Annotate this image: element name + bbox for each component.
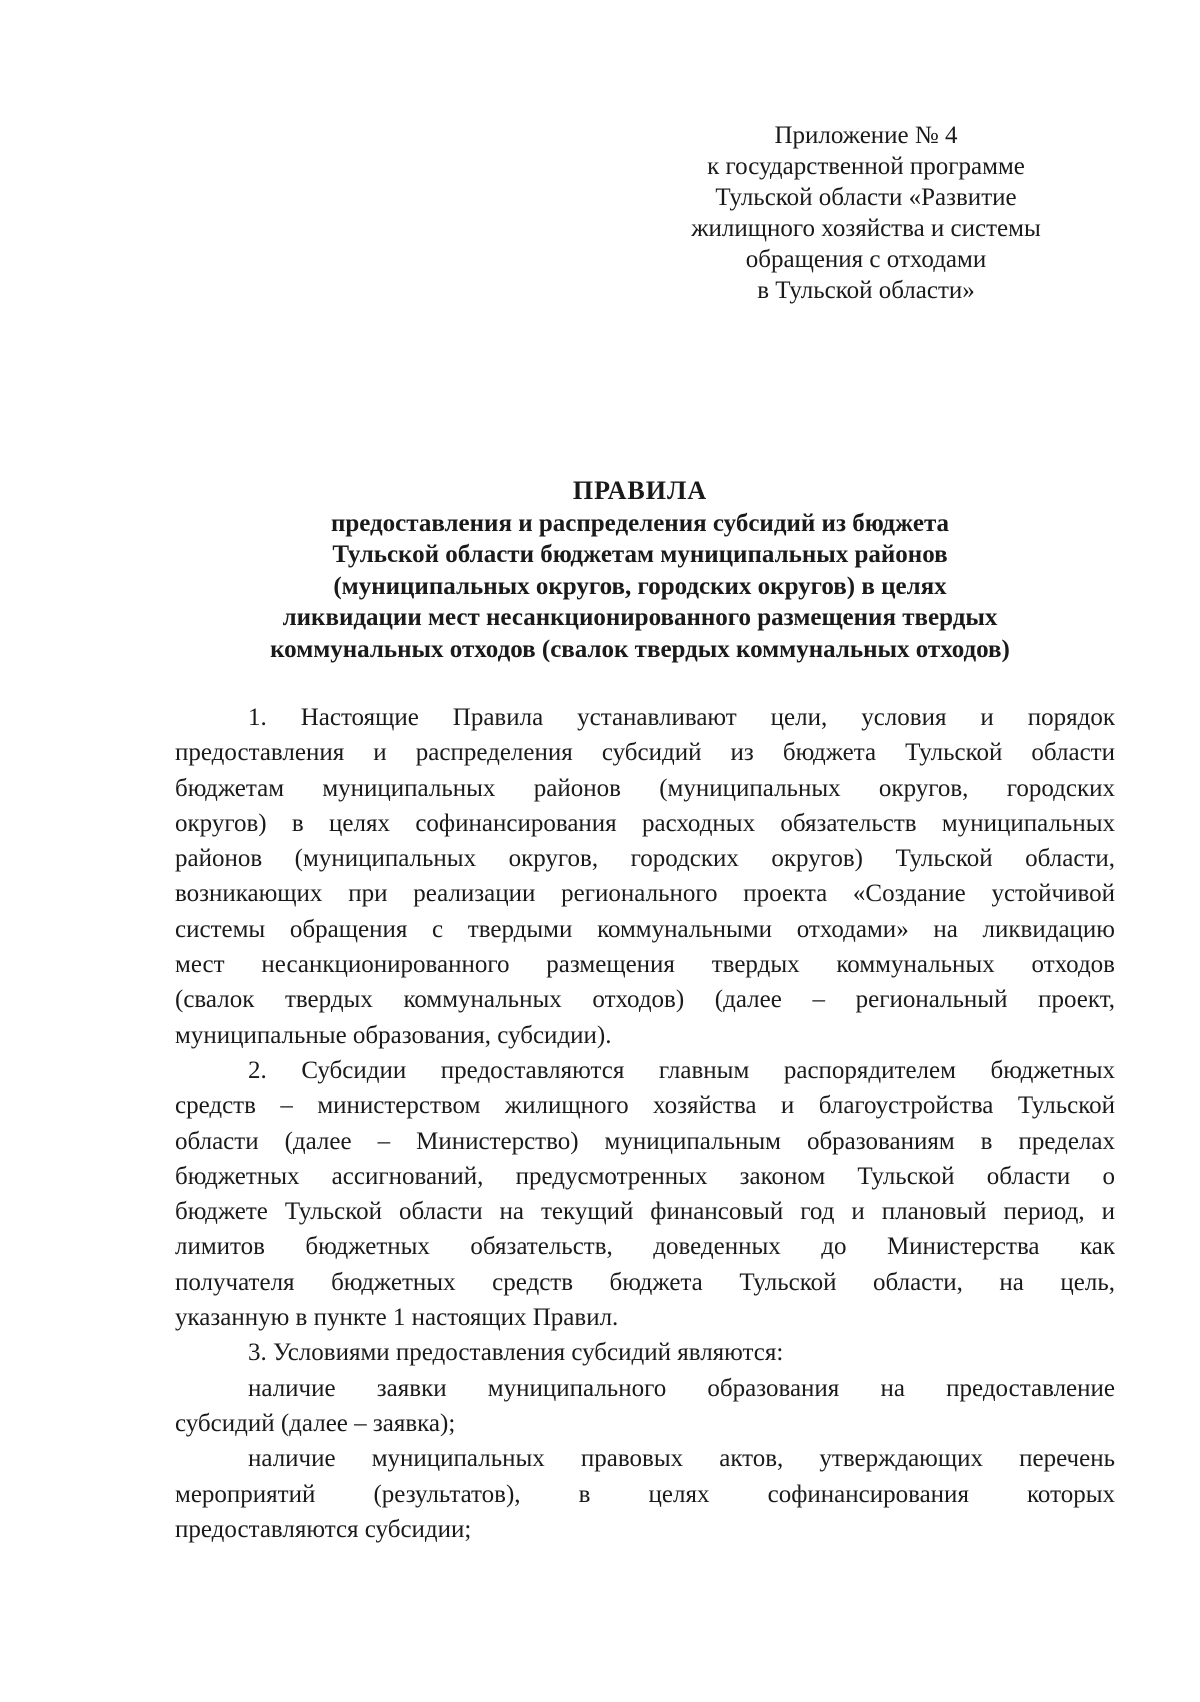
body-line: округов) в целях софинансирования расходных обязательств муниципальных [175, 809, 1115, 837]
document-body [175, 700, 1115, 1547]
body-line: наличие заявки муниципального образования на предоставление [248, 1374, 1115, 1402]
title-heading: ПРАВИЛА [572, 476, 708, 505]
body-line: возникающих при реализации регионального проекта «Создание устойчивой [175, 880, 1115, 908]
appendix-line: в Тульской области» [757, 277, 975, 304]
body-line: 3. Условиями предоставления субсидий являются: [248, 1339, 784, 1367]
body-line: 1. Настоящие Правила устанавливают цели, условия и порядок [248, 704, 1115, 731]
body-line: указанную в пункте 1 настоящих Правил. [175, 1304, 619, 1332]
body-line: наличие муниципальных правовых актов, утверждающих перечень [248, 1445, 1115, 1473]
body-line: мероприятий (результатов), в целях софинансирования которых [175, 1480, 1115, 1508]
appendix-header [666, 120, 1066, 306]
title-line: (муниципальных округов, городских округов) в целях [333, 572, 947, 600]
body-line: предоставляются субсидии; [175, 1515, 472, 1543]
appendix-line: Тульской области «Развитие [715, 184, 1017, 211]
body-line: получателя бюджетных средств бюджета Тульской области, на цель, [175, 1268, 1115, 1296]
body-line: субсидий (далее – заявка); [175, 1409, 456, 1437]
appendix-line: обращения с отходами [745, 246, 987, 273]
appendix-line: Приложение № 4 [774, 122, 958, 149]
title-line: Тульской области бюджетам муниципальных районов [332, 541, 948, 568]
appendix-line: жилищного хозяйства и системы [691, 215, 1041, 242]
body-line: бюджете Тульской области на текущий финансовый год и плановый период, и [175, 1198, 1115, 1226]
title-line: коммунальных отходов (свалок твердых коммунальных отходов) [270, 635, 1010, 663]
title-line: предоставления и распределения субсидий из бюджета [330, 509, 950, 537]
body-line: мест несанкционированного размещения твердых коммунальных отходов [175, 951, 1115, 979]
document-title [160, 475, 1120, 665]
body-line: районов (муниципальных округов, городских округов) Тульской области, [175, 845, 1115, 873]
body-line: средств – министерством жилищного хозяйства и благоустройства Тульской [175, 1092, 1115, 1120]
appendix-line: к государственной программе [707, 153, 1025, 180]
body-line: системы обращения с твердыми коммунальными отходами» на ликвидацию [175, 915, 1115, 943]
body-line: 2. Субсидии предоставляются главным распорядителем бюджетных [248, 1056, 1115, 1084]
body-line: бюджетам муниципальных районов (муниципальных округов, городских [175, 774, 1115, 802]
body-line: лимитов бюджетных обязательств, доведенных до Министерства как [175, 1233, 1115, 1261]
body-line: (свалок твердых коммунальных отходов) (далее – региональный проект, [175, 986, 1115, 1014]
title-line: ликвидации мест несанкционированного размещения твердых [282, 604, 998, 631]
body-line: предоставления и распределения субсидий из бюджета Тульской области [175, 739, 1115, 767]
body-line: бюджетных ассигнований, предусмотренных законом Тульской области о [175, 1162, 1115, 1190]
body-line: области (далее – Министерство) муниципальным образованиям в пределах [175, 1127, 1115, 1155]
body-line: муниципальные образования, субсидии). [175, 1021, 612, 1049]
